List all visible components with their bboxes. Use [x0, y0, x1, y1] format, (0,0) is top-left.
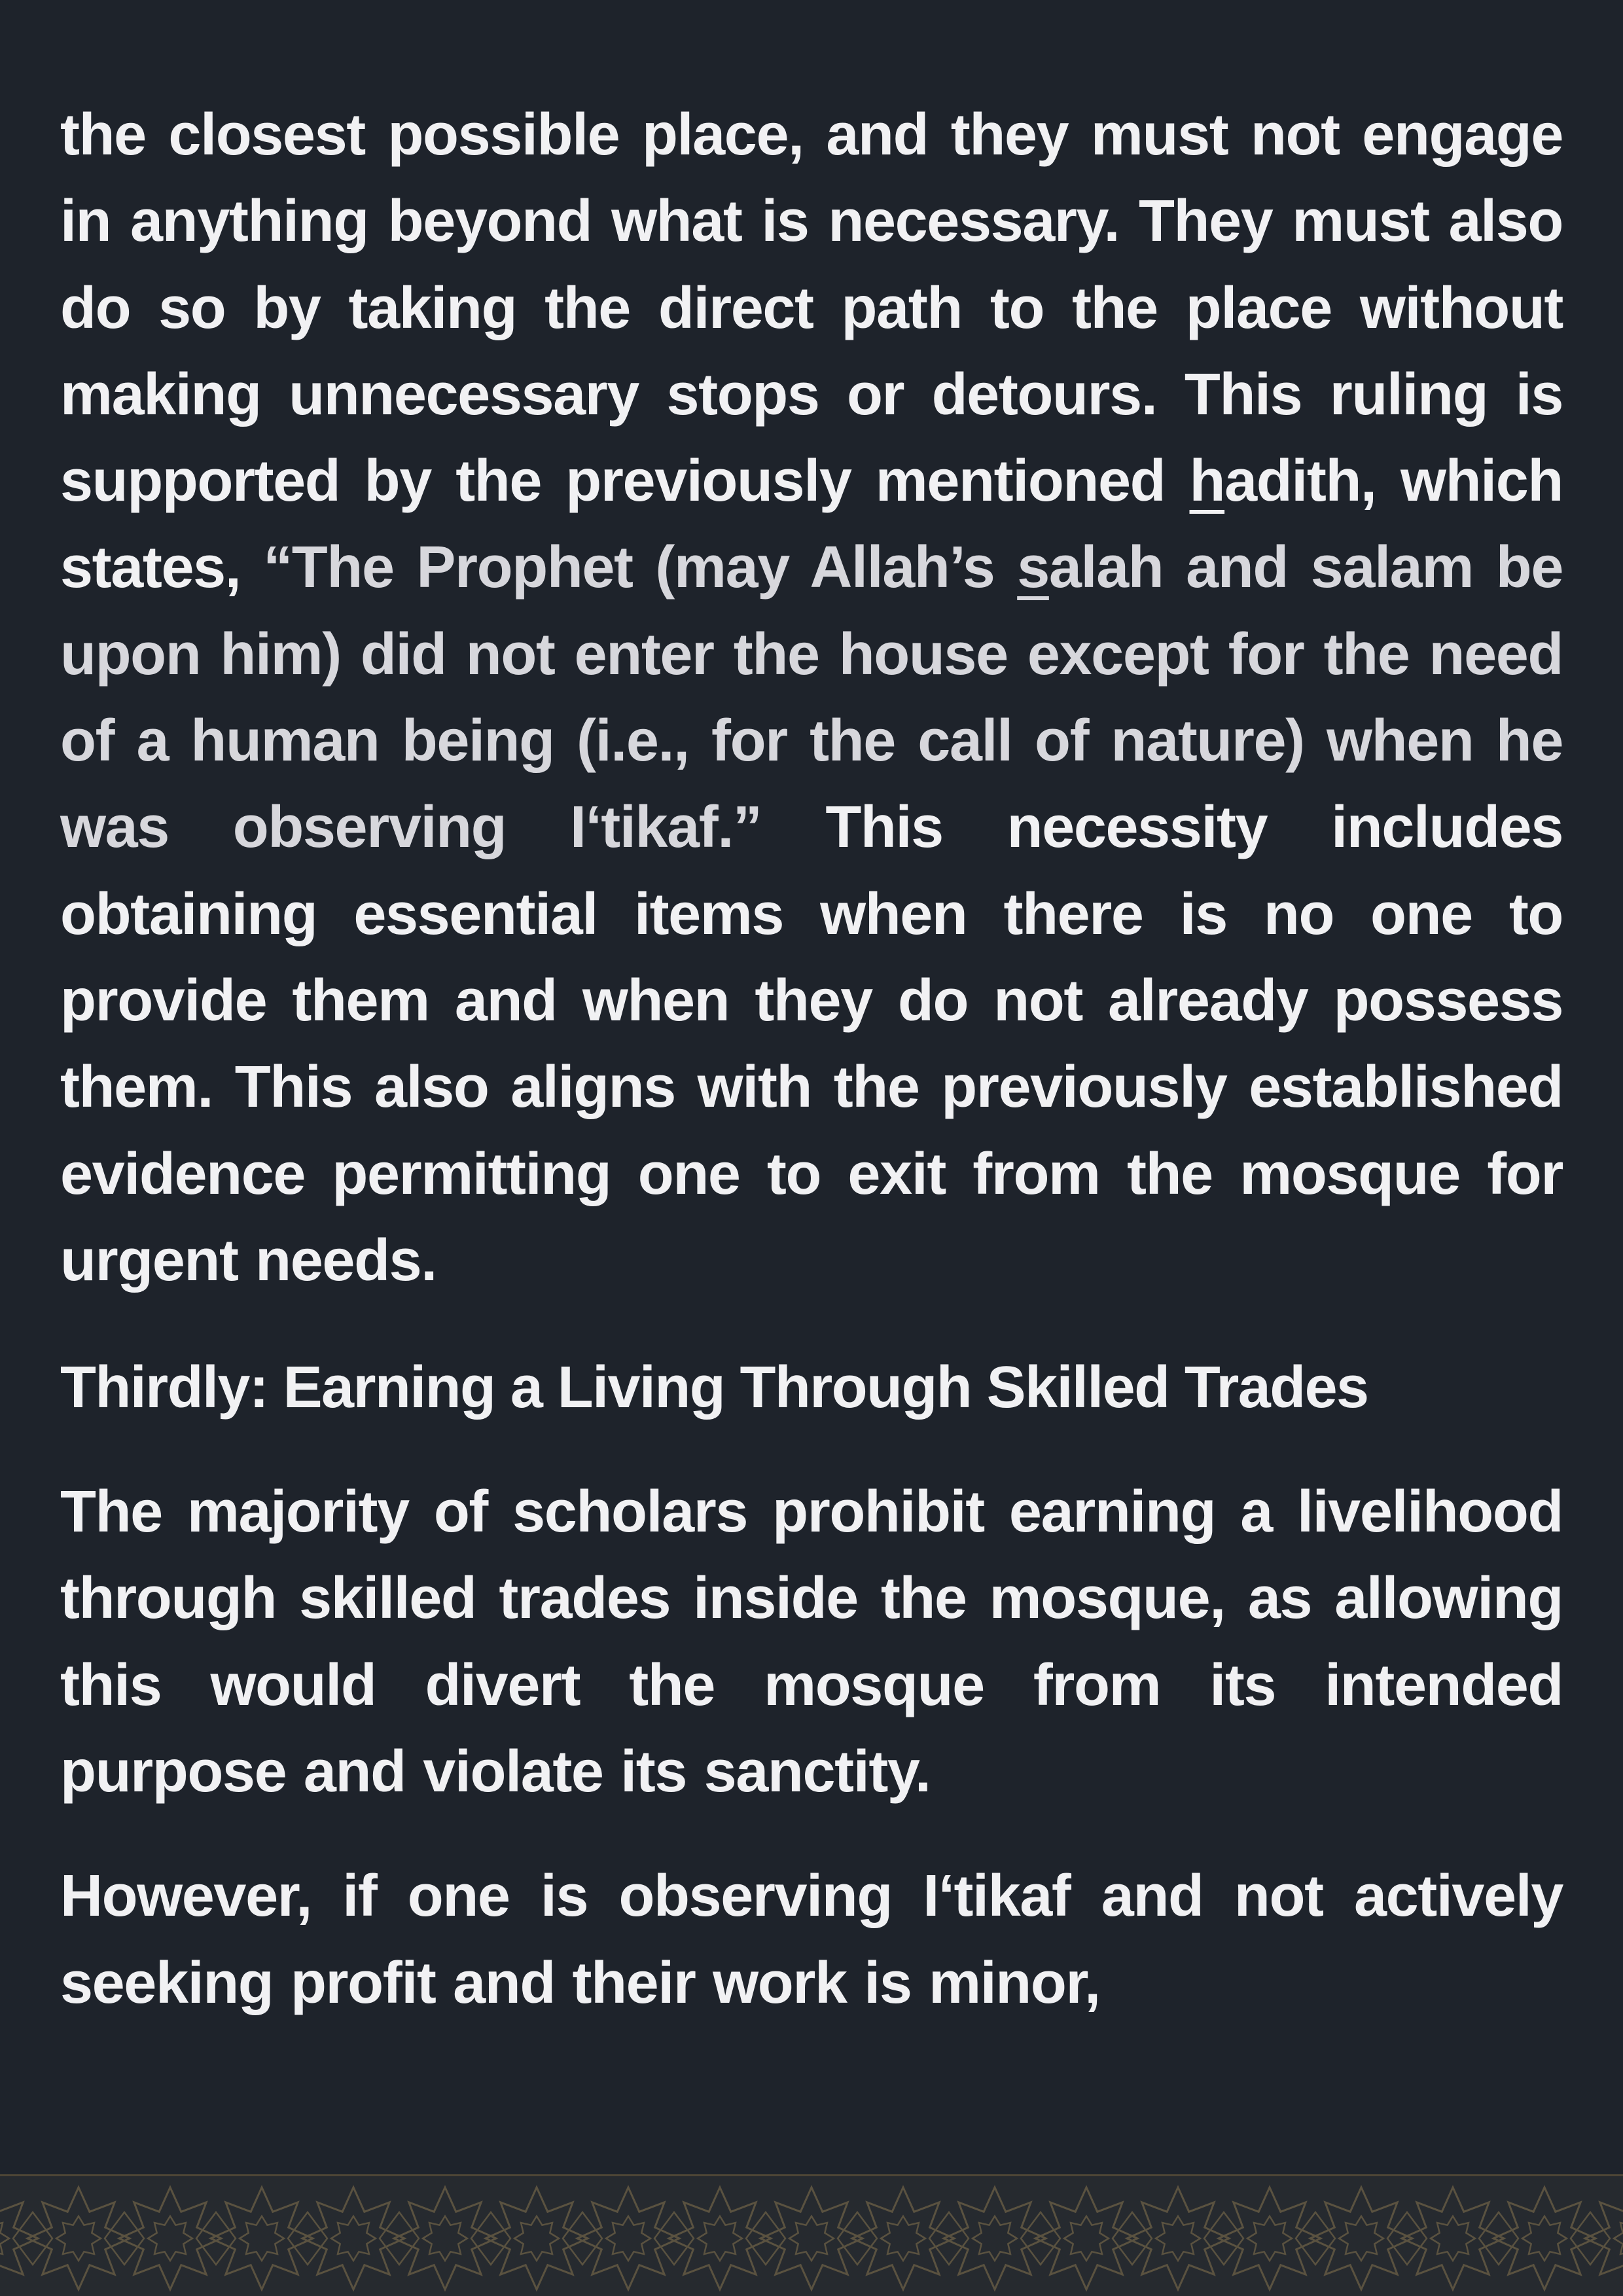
ornament-star — [1310, 2187, 1412, 2289]
ornament-star-inner — [606, 2216, 651, 2261]
ornament-diamond — [471, 2212, 510, 2265]
ornament-star-inner — [698, 2216, 742, 2261]
heading-label: Thirdly: — [60, 1355, 268, 1421]
ornament-star-inner — [331, 2216, 376, 2261]
ornament-diamond — [563, 2212, 602, 2265]
ornament-star — [1127, 2187, 1229, 2289]
ornament-diamond — [196, 2212, 236, 2265]
ornament-star — [1402, 2187, 1504, 2289]
ornament-star — [1035, 2187, 1137, 2289]
ornament-star — [944, 2187, 1046, 2289]
ornament-star-inner — [1522, 2216, 1567, 2261]
ornament-star-inner — [881, 2216, 925, 2261]
ornament-star — [211, 2187, 313, 2289]
ornament-star — [1493, 2187, 1596, 2289]
paragraph-itikaf-exit — [60, 92, 1563, 1304]
quote-run: “The Prophet (may Allah’s — [263, 535, 1018, 601]
ornament-star — [577, 2187, 679, 2289]
text-run: the closest possible place, and they must not engage in anything beyond what is necessary. They must also do so by taking the direct path to the place without making unnecessary stops or detours. This ruling is supported by the previously mentioned — [60, 102, 1563, 514]
ornament-star — [760, 2187, 863, 2289]
ornament-star — [119, 2187, 221, 2289]
ornament-star — [1219, 2187, 1321, 2289]
ornament-diamond — [1296, 2212, 1335, 2265]
ornament-star-inner — [240, 2216, 284, 2261]
ornament-diamond — [1387, 2212, 1427, 2265]
heading-title: Earning a Living Through Skilled Trades — [268, 1355, 1368, 1421]
ornament-diamond — [380, 2212, 419, 2265]
ornament-star-inner — [423, 2216, 467, 2261]
ornament-star-inner — [0, 2216, 9, 2261]
ornament-star-inner — [1247, 2216, 1292, 2261]
ornament-star-inner — [1339, 2216, 1383, 2261]
ornament-diamond — [654, 2212, 694, 2265]
ornament-star-inner — [1614, 2216, 1623, 2261]
paragraph-itikaf-exception: However, if one is observing I‘tikaf and not actively seeking profit and their work is minor, — [60, 1863, 1563, 2016]
ornament-star-inner — [1156, 2216, 1200, 2261]
ornament-star — [0, 2187, 38, 2289]
section-heading — [60, 1344, 1563, 1431]
transliteration-underlined-h: h — [1189, 448, 1225, 514]
geometric-pattern-icon — [0, 2176, 1623, 2296]
ornament-star-inner — [972, 2216, 1017, 2261]
paragraph-gap — [60, 1815, 1563, 1853]
ornament-diamond — [1479, 2212, 1518, 2265]
footer-ornament-band — [0, 2174, 1623, 2296]
ornament-star — [669, 2187, 771, 2289]
transliteration-underlined-s: s — [1017, 535, 1049, 601]
ornament-diamond — [105, 2212, 144, 2265]
ornament-diamond — [1113, 2212, 1152, 2265]
ornament-diamond — [1571, 2212, 1610, 2265]
ornament-star — [1585, 2187, 1623, 2289]
ornament-star — [486, 2187, 588, 2289]
ornament-star — [27, 2187, 130, 2289]
ornament-star-inner — [56, 2216, 101, 2261]
paragraph-skilled-trades: The majority of scholars prohibit earning a livelihood through skilled trades inside the mosque, as allowing this would divert the mosque from its intended purpose and violate its sanctity. — [60, 1479, 1563, 1805]
ornament-diamond — [838, 2212, 877, 2265]
ornament-star-inner — [148, 2216, 192, 2261]
ornament-star — [852, 2187, 954, 2289]
ornament-diamond — [746, 2212, 785, 2265]
ornament-diamond — [13, 2212, 52, 2265]
ornament-star-inner — [514, 2216, 559, 2261]
ornament-diamond — [929, 2212, 969, 2265]
text-run: This necessity includes obtaining essential items when there is no one to provide them and when they do not already possess them. This also aligns with the previously established evidence permitting one to exit from the mosque for urgent needs. — [60, 795, 1563, 1293]
ornament-star-inner — [789, 2216, 834, 2261]
ornament-star — [394, 2187, 496, 2289]
ornament-diamond — [1204, 2212, 1243, 2265]
ornament-diamond — [1021, 2212, 1060, 2265]
ornament-star — [302, 2187, 404, 2289]
text-run: adith, which states, — [60, 448, 1563, 601]
ornament-diamond — [288, 2212, 327, 2265]
page-content — [60, 92, 1563, 2026]
ornament-star-inner — [1064, 2216, 1109, 2261]
ornament-star-inner — [1431, 2216, 1475, 2261]
quote-run: alah and salam be upon him) did not enter the house except for the need of a human being (i.e., for the call of nature) when he was observing I‘tikaf.” — [60, 535, 1563, 861]
